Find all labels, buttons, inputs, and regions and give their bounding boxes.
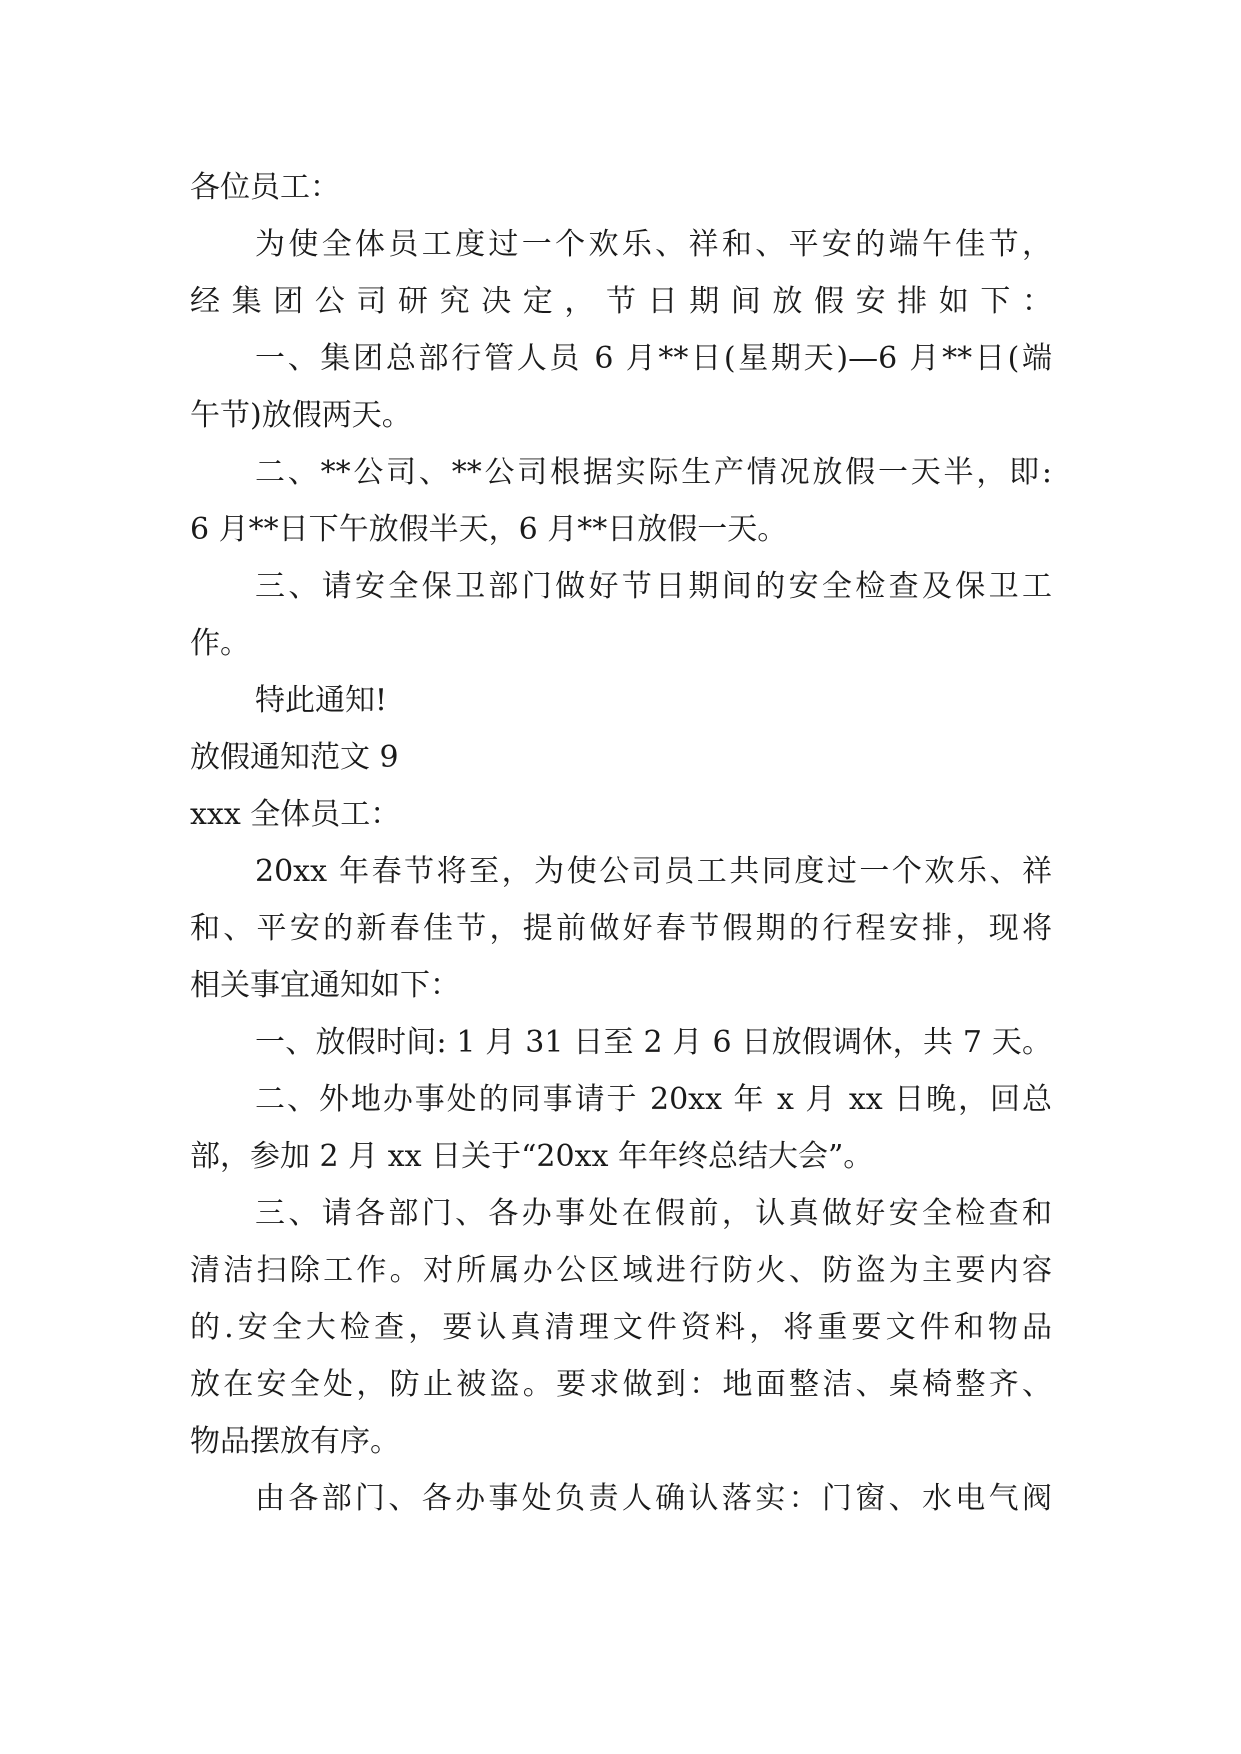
paragraph-line: 20xx 年春节将至，为使公司员工共同度过一个欢乐、祥 [255,854,1052,889]
paragraph-line: 相关事宜通知如下： [190,968,460,1003]
paragraph-line: 由各部门、各办事处负责人确认落实：门窗、水电气阀 [255,1481,1052,1516]
paragraph-line: 三、请各部门、各办事处在假前，认真做好安全检查和 [255,1196,1052,1231]
paragraph-line: 午节)放假两天。 [190,398,412,433]
paragraph-line: 物品摆放有序。 [190,1424,400,1459]
paragraph-line: 二、**公司、**公司根据实际生产情况放假一天半，即: [255,455,1052,490]
salutation: xxx 全体员工： [190,797,401,832]
paragraph-line: 作。 [190,626,250,661]
paragraph-line: 三、请安全保卫部门做好节日期间的安全检查及保卫工 [255,569,1052,604]
paragraph-line: 6 月**日下午放假半天，6 月**日放假一天。 [190,512,788,547]
paragraph-line: 部，参加 2 月 xx 日关于“20xx 年年终总结大会”。 [190,1139,874,1174]
closing-line: 特此通知! [255,683,388,718]
paragraph-line: 和、平安的新春佳节，提前做好春节假期的行程安排，现将 [190,911,1052,946]
paragraph-line: 的.安全大检查，要认真清理文件资料，将重要文件和物品 [190,1310,1052,1345]
section-heading: 放假通知范文 9 [190,740,399,775]
salutation: 各位员工： [190,170,340,205]
paragraph-line: 二、外地办事处的同事请于 20xx 年 x 月 xx 日晚，回总 [255,1082,1052,1117]
paragraph-line: 经集团公司研究决定，节日期间放假安排如下： [190,284,1052,319]
paragraph-line: 放在安全处，防止被盗。要求做到：地面整洁、桌椅整齐、 [190,1367,1052,1402]
paragraph-line: 一、集团总部行管人员 6 月**日(星期天)—6 月**日(端 [255,341,1052,376]
paragraph-line: 一、放假时间: 1 月 31 日至 2 月 6 日放假调休，共 7 天。 [255,1025,1052,1060]
paragraph-line: 为使全体员工度过一个欢乐、祥和、平安的端午佳节， [255,227,1052,262]
paragraph-line: 清洁扫除工作。对所属办公区域进行防火、防盗为主要内容 [190,1253,1052,1288]
